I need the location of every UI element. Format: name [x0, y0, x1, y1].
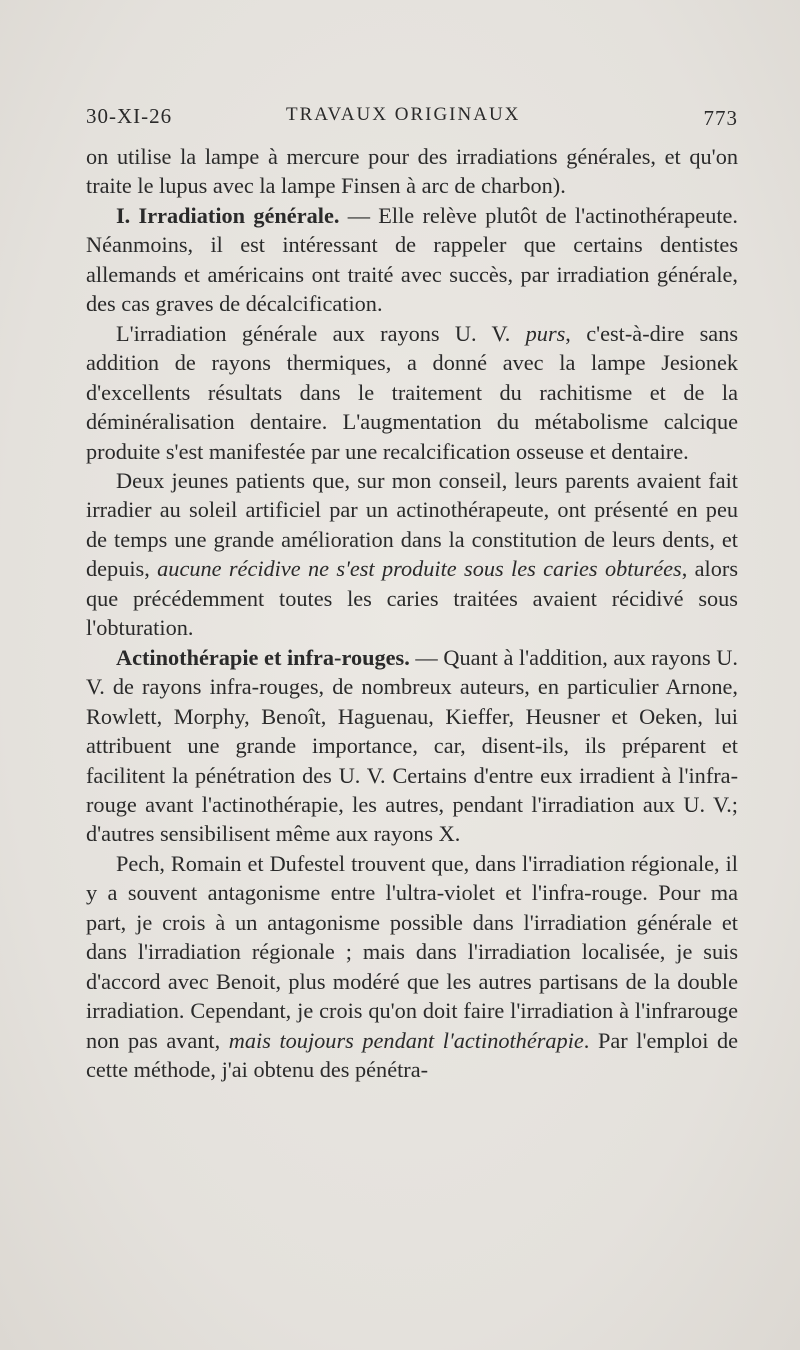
- paragraph: [86, 466, 738, 643]
- text-run: L'irradiation générale aux rayons U. V.: [116, 320, 526, 346]
- text-run: — Elle relève plutôt de l'actinothérapeute. Néanmoins, il est intéressant de rappeler que certains dentistes allemands et américains ont traité avec succès, par irradiation générale, des cas graves de décalcification.: [86, 202, 739, 317]
- text-run: — Quant à l'addition, aux rayons U. V. de rayons infra-rouges, de nombreux auteurs, en particulier Arnone, Rowlett, Morphy, Benoît, Haguenau, Kieffer, Heusner et Oeken, lui attribuent une grande importance, car, disent-ils, ils préparent et facilitent la pénétration des U. V. Certains d'entre eux irradient à l'infra-rouge avant l'actinothérapie, les autres, pendant l'irradiation aux U. V.; d'autres sensibilisent même aux rayons X.: [86, 644, 738, 847]
- italic-text: aucune récidive ne s'est produite sous les caries obturées: [157, 556, 682, 582]
- text-run: , c'est-à-dire sans addition de rayons thermiques, a donné avec la lampe Jesionek d'excellents résultats dans le traitement du rachitisme et de la déminéralisation dentaire. L'augmentation du métabolisme calcique produite s'est manifestée par une recalcification osseuse et dentaire.: [86, 320, 739, 464]
- header-date: 30-XI-26: [86, 104, 173, 128]
- text-run: Deux jeunes patients que, sur mon conseil, leurs parents avaient fait irradier au soleil artificiel par un actinothérapeute, ont présenté en peu de temps une grande amélioration dans la constitution de leurs dents, et depuis,: [86, 467, 738, 582]
- running-header: [86, 100, 738, 136]
- paragraph: [86, 142, 738, 201]
- italic-text: purs: [525, 320, 566, 346]
- paragraph-irradiation-generale: [86, 201, 738, 319]
- section-heading: Actinothérapie et infra-rouges.: [116, 644, 410, 670]
- paragraph: [86, 319, 738, 466]
- header-title: TRAVAUX ORIGINAUX: [286, 104, 521, 125]
- body-text: [86, 142, 738, 1085]
- text-run: , alors que précédemment toutes les caries traitées avaient récidivé sous l'obturation.: [86, 556, 738, 641]
- page-number: 773: [703, 106, 738, 130]
- text-run: . Par l'emploi de cette méthode, j'ai obtenu des pénétra-: [86, 1027, 739, 1083]
- text-run: Pech, Romain et Dufestel trouvent que, dans l'irradiation régionale, il y a souvent antagonisme entre l'ultra-violet et l'infra-rouge. Pour ma part, je crois à un antagonisme possible dans l'irradiation générale et dans l'irradiation régionale ; mais dans l'irradiation localisée, je suis d'accord avec Benoit, plus modéré que les autres partisans de la double irradiation. Cependant, je crois qu'on doit faire l'irradiation à l'infrarouge non pas avant,: [86, 850, 738, 1053]
- paragraph: [86, 849, 738, 1085]
- section-heading: I. Irradiation générale.: [116, 202, 340, 228]
- paragraph-actinotherapie: [86, 643, 738, 849]
- text-run: on utilise la lampe à mercure pour des irradiations générales, et qu'on traite le lupus avec la lampe Finsen à arc de charbon).: [86, 144, 738, 199]
- italic-text: mais toujours pendant l'actinothérapie: [228, 1027, 584, 1053]
